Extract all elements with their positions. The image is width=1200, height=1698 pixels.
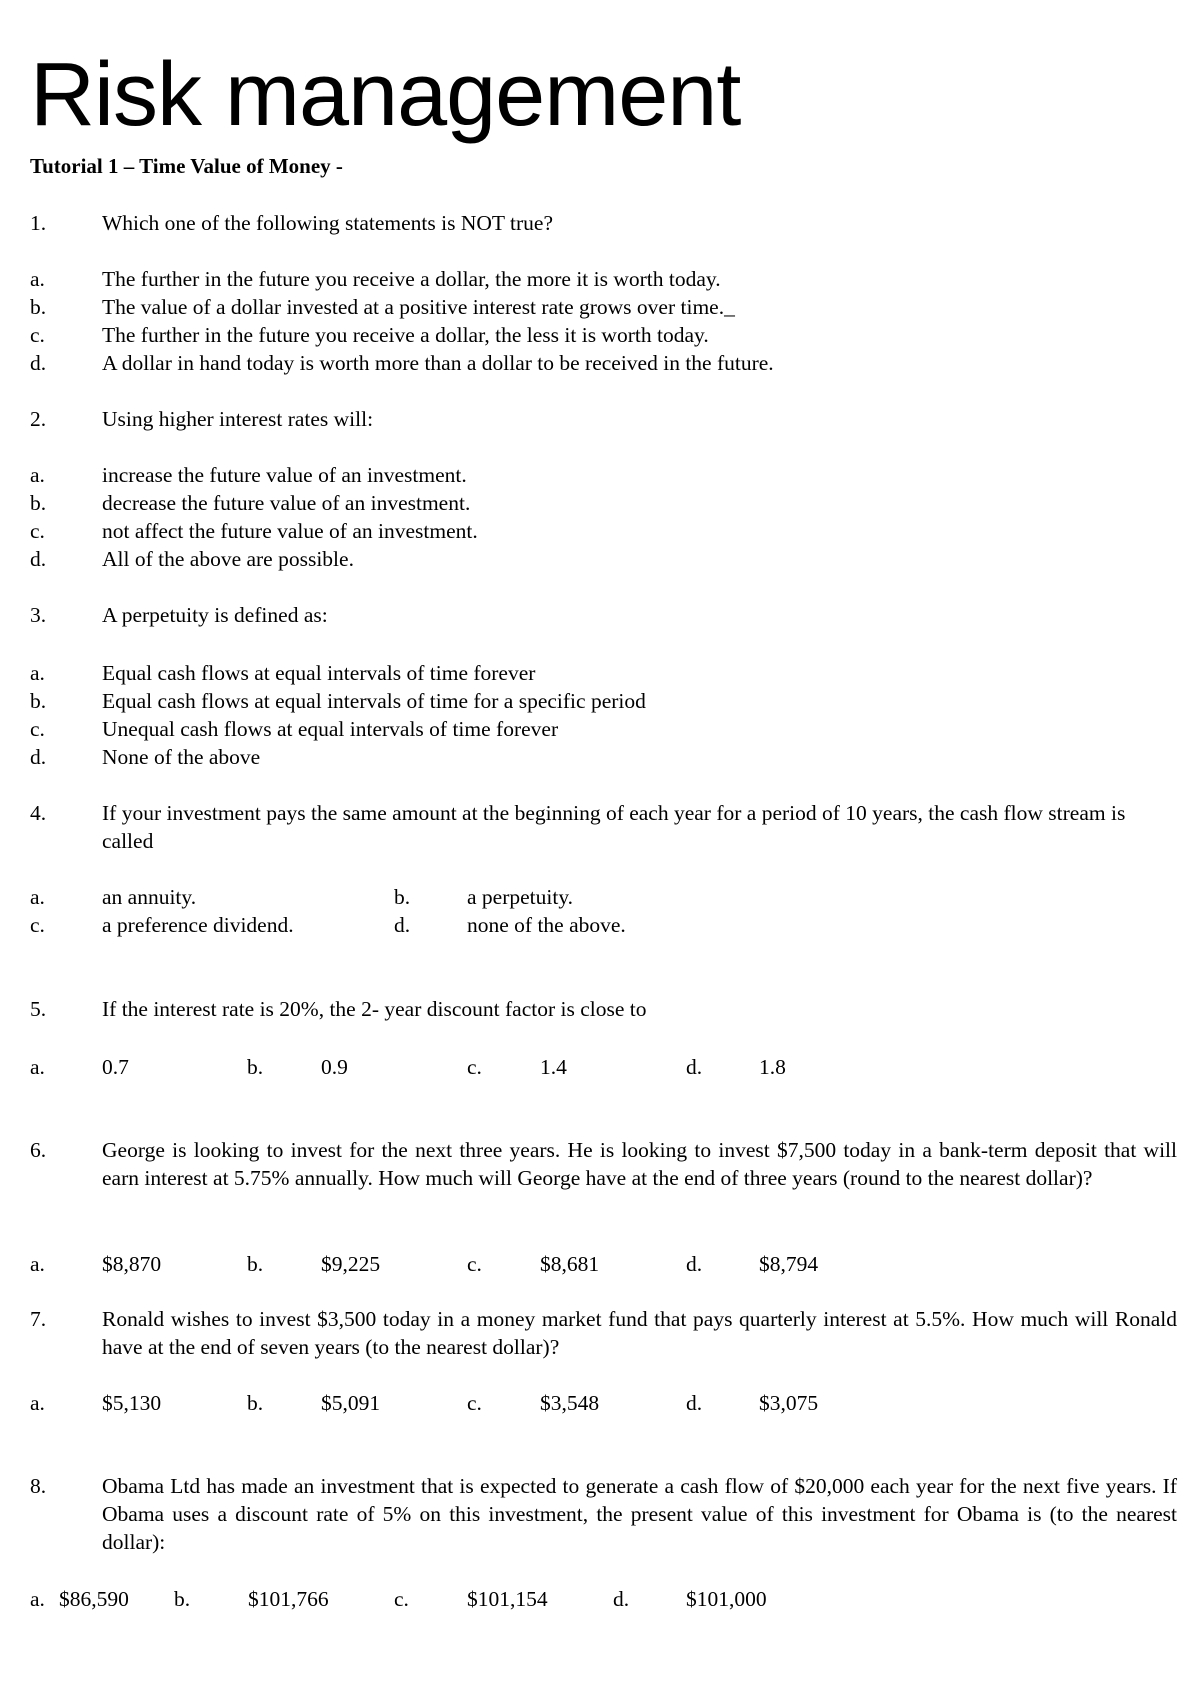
option-text: $8,794	[759, 1252, 819, 1276]
option-letter: a.	[30, 463, 45, 487]
question-number: 7.	[30, 1307, 47, 1331]
option-letter: d.	[686, 1391, 703, 1415]
option-letter: c.	[394, 1587, 409, 1611]
option-text: $5,130	[102, 1391, 162, 1415]
option-text: $8,870	[102, 1252, 162, 1276]
option-letter: a.	[30, 661, 45, 685]
question-text: If your investment pays the same amount at the beginning of each year for a period of 10 years, the cash flow stream is called	[102, 801, 1126, 853]
option-text: All of the above are possible.	[102, 547, 354, 571]
question-number: 3.	[30, 603, 47, 627]
option-letter: c.	[467, 1391, 482, 1415]
question-number: 6.	[30, 1138, 47, 1162]
option-letter: b.	[247, 1252, 264, 1276]
option-text: The value of a dollar invested at a positive interest rate grows over time._	[102, 295, 735, 319]
option-text: a perpetuity.	[467, 885, 574, 909]
option-text: $5,091	[321, 1391, 381, 1415]
option-letter: a.	[30, 885, 45, 909]
option-letter: b.	[30, 491, 47, 515]
option-text: a preference dividend.	[102, 913, 294, 937]
question-number: 4.	[30, 801, 47, 825]
option-text: A dollar in hand today is worth more than a dollar to be received in the future.	[102, 351, 774, 375]
option-letter: d.	[394, 913, 411, 937]
document-title: Risk management	[30, 45, 741, 145]
option-text: decrease the future value of an investment.	[102, 491, 471, 515]
option-text: not affect the future value of an investment.	[102, 519, 478, 543]
option-letter: c.	[30, 913, 45, 937]
question-text: Obama Ltd has made an investment that is expected to generate a cash flow of $20,000 each year for the next five years. If Obama uses a discount rate of 5% on this investment, the present value of this investment for Obama is (to the nearest dollar):	[102, 1474, 1177, 1554]
question-number: 2.	[30, 407, 47, 431]
option-text: none of the above.	[467, 913, 626, 937]
question-text: Ronald wishes to invest $3,500 today in a money market fund that pays quarterly interest at 5.5%. How much will Ronald have at the end of seven years (to the nearest dollar)?	[102, 1307, 1177, 1359]
option-text: Equal cash flows at equal intervals of time for a specific period	[102, 689, 646, 713]
option-text: The further in the future you receive a dollar, the less it is worth today.	[102, 323, 709, 347]
question-number: 1.	[30, 211, 47, 235]
option-letter: c.	[467, 1055, 482, 1079]
option-text: $3,075	[759, 1391, 819, 1415]
question-text: A perpetuity is defined as:	[102, 603, 328, 627]
option-text: $101,000	[686, 1587, 767, 1611]
option-text: $3,548	[540, 1391, 600, 1415]
option-letter: d.	[30, 351, 47, 375]
option-letter: c.	[30, 519, 45, 543]
question-text: Which one of the following statements is NOT true?	[102, 211, 553, 235]
option-text: 1.4	[540, 1055, 567, 1079]
option-text: 0.9	[321, 1055, 348, 1079]
tutorial-subtitle: Tutorial 1 – Time Value of Money -	[30, 154, 343, 178]
option-letter: b.	[30, 295, 47, 319]
option-text: Unequal cash flows at equal intervals of time forever	[102, 717, 559, 741]
option-text: 1.8	[759, 1055, 786, 1079]
option-letter: b.	[394, 885, 411, 909]
option-text: The further in the future you receive a dollar, the more it is worth today.	[102, 267, 721, 291]
option-letter: a.	[30, 1252, 45, 1276]
option-letter: c.	[30, 717, 45, 741]
option-letter: d.	[686, 1055, 703, 1079]
option-text: None of the above	[102, 745, 261, 769]
option-text: increase the future value of an investment.	[102, 463, 467, 487]
option-letter: b.	[30, 689, 47, 713]
option-letter: d.	[30, 547, 47, 571]
option-letter: b.	[174, 1587, 191, 1611]
option-text: $101,154	[467, 1587, 548, 1611]
option-letter: a.	[30, 1587, 45, 1611]
question-text: Using higher interest rates will:	[102, 407, 374, 431]
question-number: 8.	[30, 1474, 47, 1498]
option-letter: b.	[247, 1055, 264, 1079]
option-letter: a.	[30, 267, 45, 291]
option-text: $9,225	[321, 1252, 381, 1276]
option-letter: a.	[30, 1055, 45, 1079]
question-text: If the interest rate is 20%, the 2- year discount factor is close to	[102, 997, 647, 1021]
option-text: $86,590	[59, 1587, 129, 1611]
option-letter: a.	[30, 1391, 45, 1415]
option-text: $101,766	[248, 1587, 329, 1611]
option-letter: c.	[467, 1252, 482, 1276]
option-letter: d.	[30, 745, 47, 769]
option-text: an annuity.	[102, 885, 197, 909]
question-text: George is looking to invest for the next three years. He is looking to invest $7,500 today in a bank-term deposit that will earn interest at 5.75% annually. How much will George have at the end of three years (round to the nearest dollar)?	[102, 1138, 1177, 1190]
question-number: 5.	[30, 997, 47, 1021]
option-text: $8,681	[540, 1252, 600, 1276]
option-letter: d.	[613, 1587, 630, 1611]
option-letter: b.	[247, 1391, 264, 1415]
option-letter: c.	[30, 323, 45, 347]
option-text: Equal cash flows at equal intervals of time forever	[102, 661, 536, 685]
option-letter: d.	[686, 1252, 703, 1276]
option-text: 0.7	[102, 1055, 129, 1079]
